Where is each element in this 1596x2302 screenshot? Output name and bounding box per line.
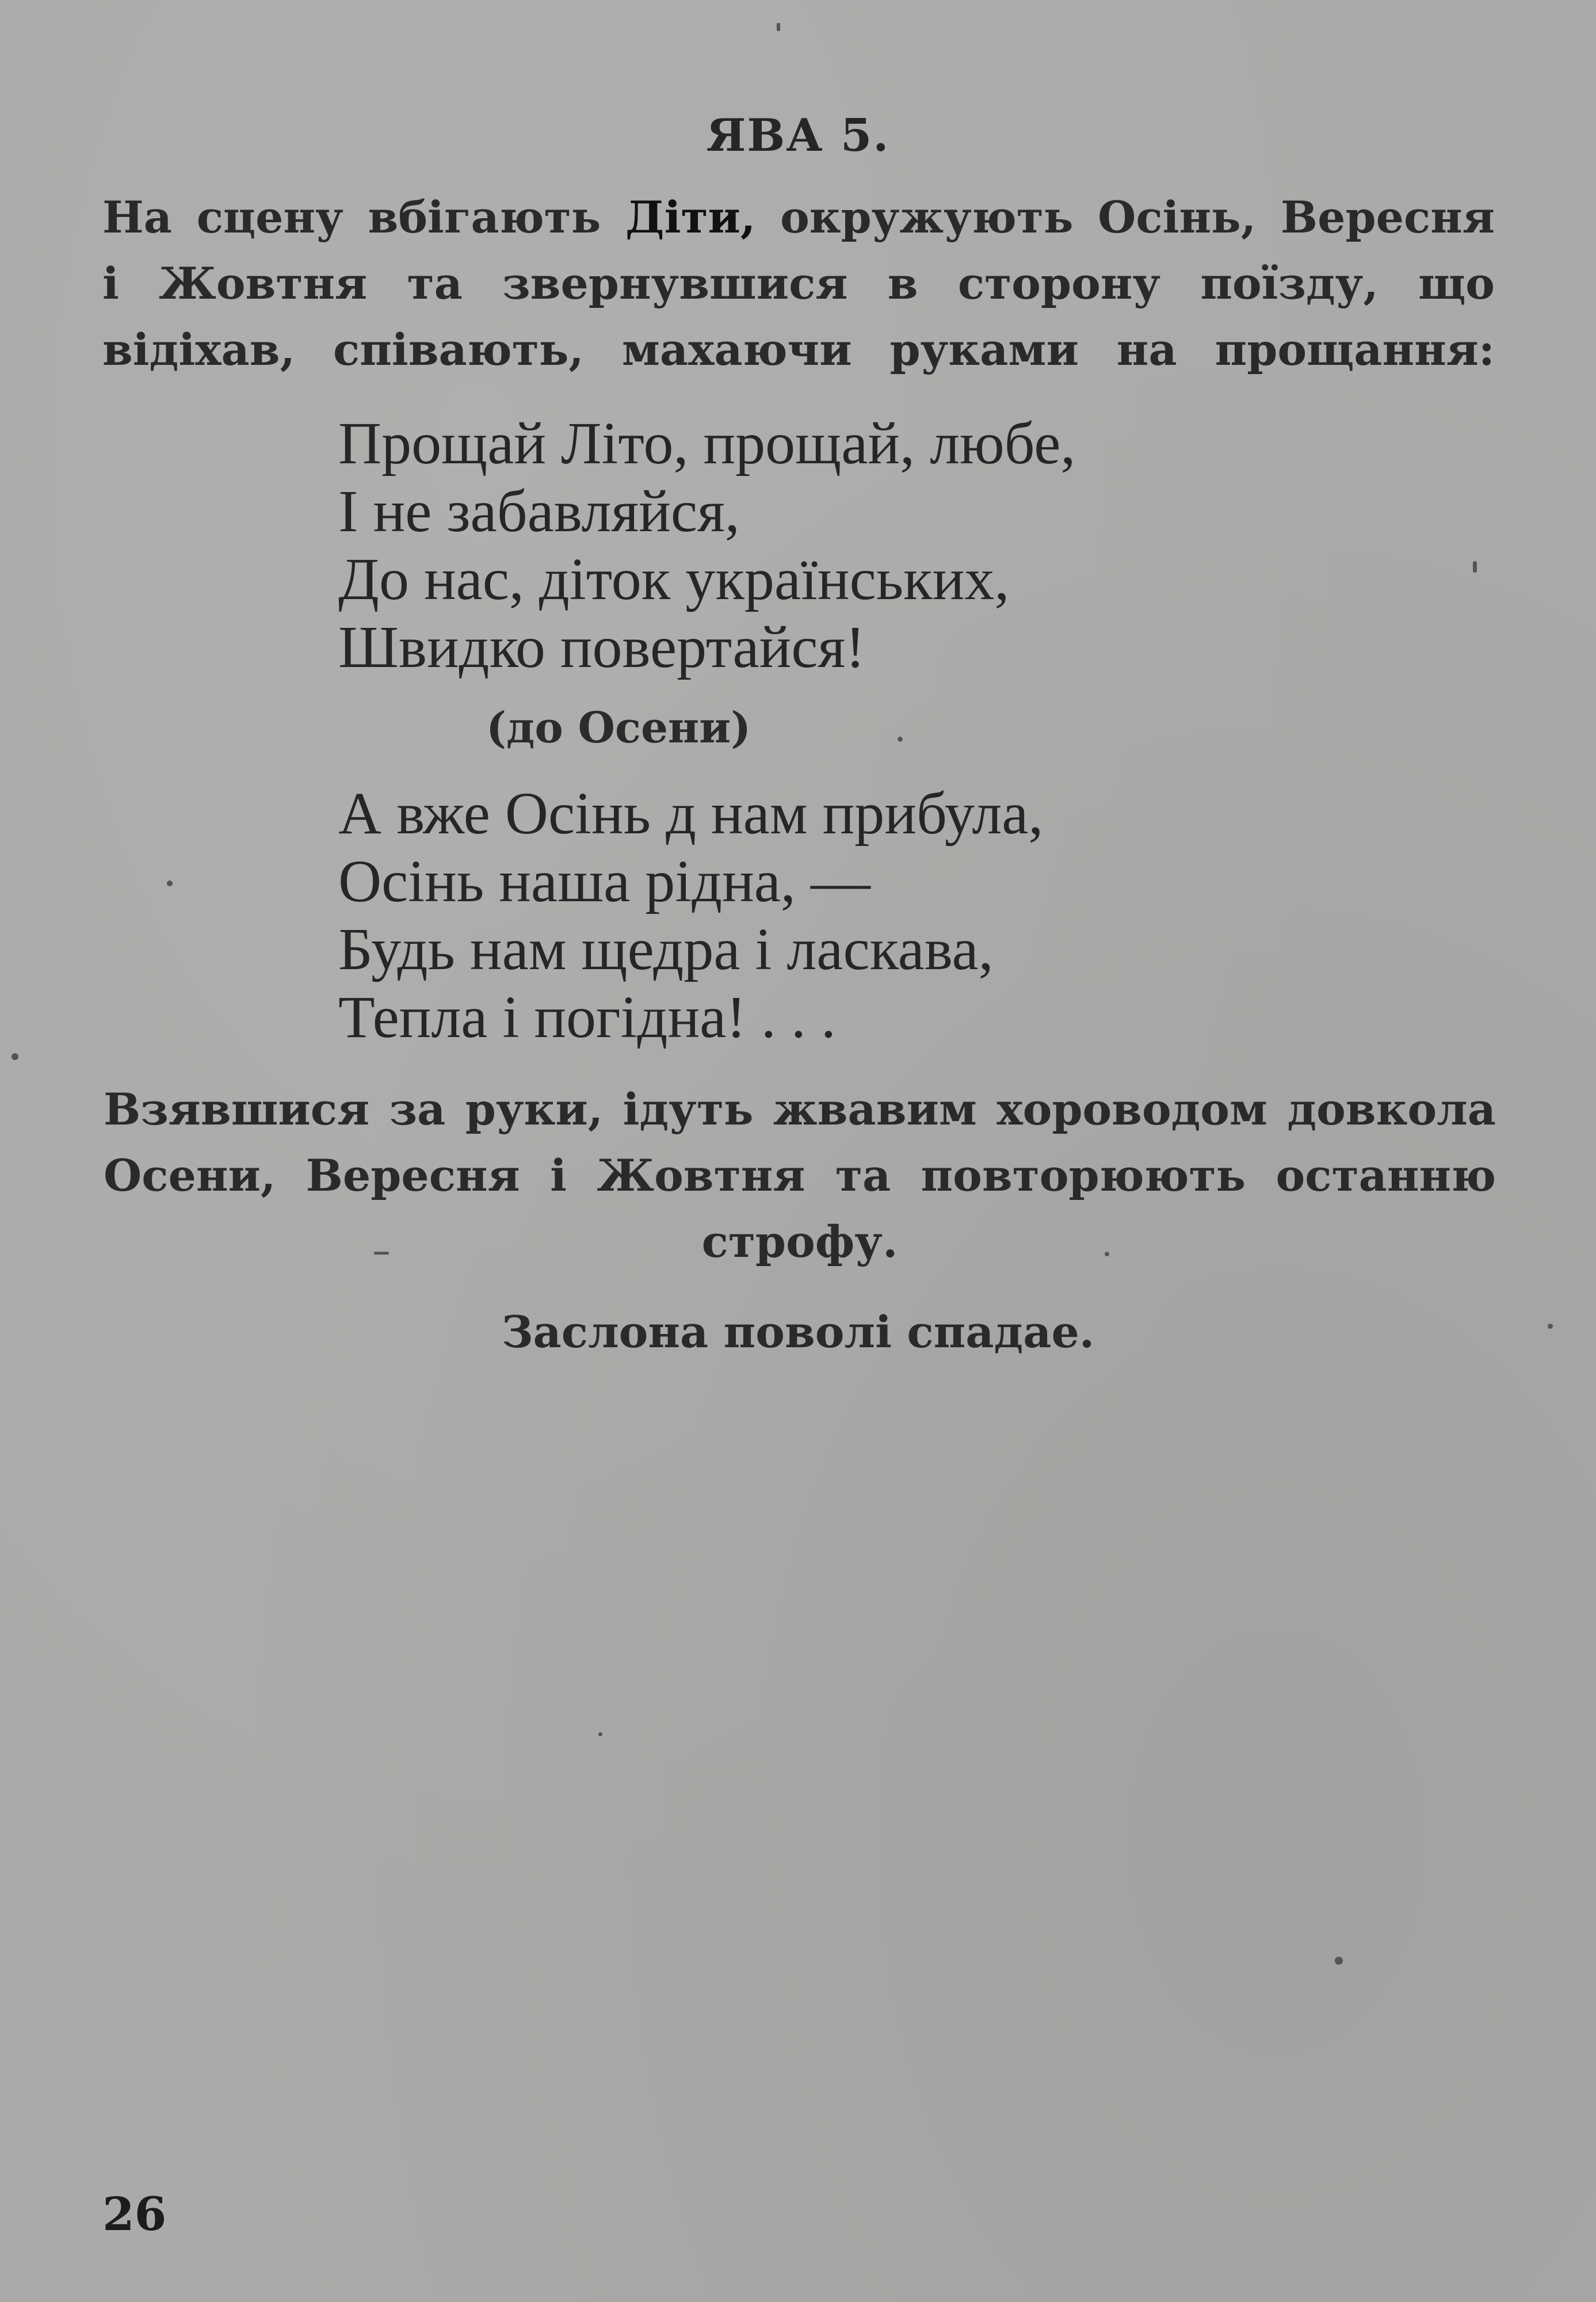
scan-speck: [598, 1732, 602, 1736]
stage-direction-line: На сцену вбігають Діти, окружують Осінь, Вересня: [102, 192, 1495, 243]
verse-line: До нас, діток українських,: [338, 546, 1010, 612]
song-verse-autumn: [338, 780, 1043, 1051]
verse-line: Прощай Літо, прощай, любе,: [338, 410, 1076, 477]
verse-line: Швидко повертайся!: [338, 614, 865, 680]
scan-speck: [1473, 561, 1477, 573]
scan-speck: [1105, 1252, 1109, 1256]
closing-stage-direction: [104, 1076, 1496, 1275]
opening-stage-direction: [102, 184, 1495, 383]
scan-speck: [1335, 1957, 1343, 1965]
scene-title: ЯВА 5.: [706, 109, 890, 162]
verse-line: А вже Осінь д нам прибула,: [338, 780, 1044, 847]
page-number: 26: [102, 2187, 167, 2241]
stage-direction-line: Осени, Вересня і Жовтня та повторюють останню: [104, 1150, 1496, 1201]
stage-direction-line: і Жовтня та звернувшися в сторону поїзду, що: [102, 258, 1495, 309]
stage-direction-line: Взявшися за руки, ідуть жвавим хороводом довкола: [104, 1084, 1496, 1135]
stage-direction-line: відіхав, співають, махаючи руками на прощання:: [102, 324, 1495, 375]
verse-line: Тепла і погідна! . . .: [338, 984, 836, 1050]
verse-line: Будь нам щедра і ласкава,: [338, 916, 994, 982]
verse-line: І не забавляйся,: [338, 478, 740, 544]
scan-speck: [777, 23, 780, 31]
scan-speck: [1548, 1324, 1553, 1329]
scan-speck: [374, 1252, 389, 1255]
stage-aside: (до Осени): [486, 703, 751, 753]
character-name-children: Діти,: [625, 192, 756, 243]
song-verse-farewell: [338, 410, 1075, 681]
stage-direction-line: строфу.: [701, 1216, 898, 1267]
scan-speck: [12, 1053, 18, 1060]
verse-line: Осінь наша рідна, —: [338, 848, 870, 914]
scan-speck: [898, 737, 903, 742]
scan-speck: [167, 881, 173, 886]
curtain-direction: Заслона поволі спадае.: [501, 1306, 1095, 1358]
